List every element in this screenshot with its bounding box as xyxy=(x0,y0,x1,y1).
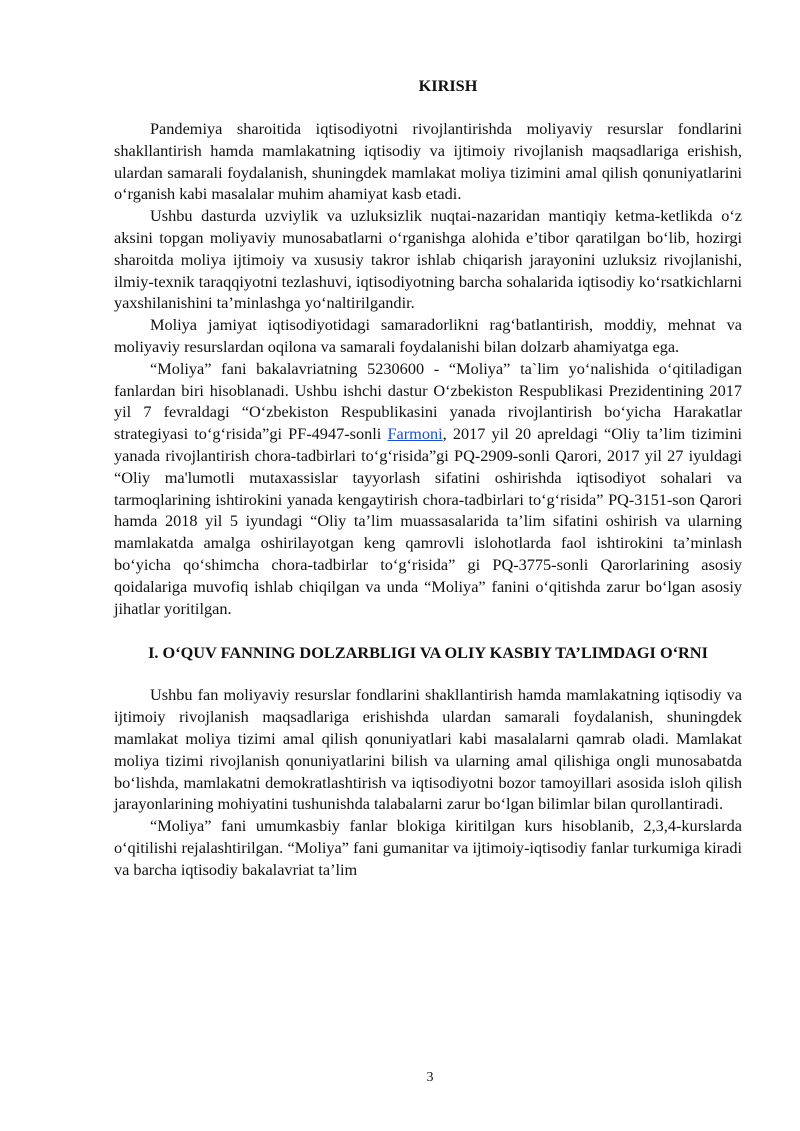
document-body xyxy=(114,74,742,881)
paragraph-legal-basis-text-2: , 2017 yil 20 apreldagi “Oliy ta’lim tizimini yanada rivojlantirish chora-tadbirlari toʻgʻrisida”gi PQ-2909-sonli Qarori, 2017 yil 27 iyuldagi “Oliy ma'lumotli mutaxassislar tayyorlash sifatini oshirishda iqtisodiyot sohalari va tarmoqlarining ishtirokini yanada kengaytirish chora-tadbirlari toʻgʻrisida” PQ-3151-son Qarori hamda 2018 yil 5 iyundagi “Oliy ta’lim muassasalarida ta’lim sifatini oshirish va ularning mamlakatda amalga oshirilayotgan keng qamrovli islohotlarda faol ishtirokini ta’minlash boʻyicha qoʻshimcha chora-tadbirlar toʻgʻrisida” gi PQ-3775-sonli Qarorlarining asosiy qoidalariga muvofiq ishlab chiqilgan va unda “Moliya” fanini oʻqitishda zarur boʻlgan asosiy jihatlar yoritilgan. xyxy=(114,424,742,618)
section-heading: I. OʻQUV FANNING DOLZARBLIGI VA OLIY KASBIY TA’LIMDAGI OʻRNI xyxy=(148,643,708,663)
farmoni-link[interactable]: Farmoni xyxy=(387,424,443,444)
paragraph-program: Ushbu dasturda uzviylik va uzluksizlik nuqtai-nazaridan mantiqiy ketma-ketlikda oʻz aksini topgan moliyaviy munosabatlarni oʻrganishga alohida e’tibor qaratilgan boʻlib, hozirgi sharoitda moliya ijtimoiy va xususiy takror ishlab chiqarish jarayonini uzluksiz rivojlanishi, ilmiy-texnik taraqqiyotni tezlashuvi, iqtisodiyotning barcha sohalarida iqtisodiy koʻrsatkichlarni yaxshilanishini ta’minlashga yoʻnaltirilgandir. xyxy=(114,206,742,313)
paragraph-finance: Moliya jamiyat iqtisodiyotidagi samaradorlikni ragʻbatlantirish, moddiy, mehnat va moliyaviy resurslardan oqilona va samarali foydalanishi bilan dolzarb ahamiyatga ega. xyxy=(114,315,742,356)
paragraph-course-block: “Moliya” fani umumkasbiy fanlar blokiga kiritilgan kurs hisoblanib, 2,3,4-kurslarda oʻqitilishi rejalashtirilgan. “Moliya” fani gumanitar va ijtimoiy-iqtisodiy fanlar turkumiga kiradi va barcha iqtisodiy bakalavriat ta’lim xyxy=(114,816,742,879)
page-number: 3 xyxy=(426,1070,434,1085)
paragraph-course-scope: Ushbu fan moliyaviy resurslar fondlarini shakllantirish hamda mamlakatning iqtisodiy va ijtimoiy rivojlanish maqsadlariga erishishda ulardan samarali foydalanish, shuningdek mamlakat moliya tizimi amal qilish qonuniyatlari kabi masalalarni qamrab oladi. Mamlakat moliya tizimi rivojlanish qonuniyatlarini bilish va ularning amal qilishiga ongli munosabatda boʻlishda, mamlakatni demokratlashtirish va iqtisodiyotni bozor tamoyillari asosida isloh qilish jarayonlarining mohiyatini tushunishda talabalarni zarur boʻlgan bilimlar bilan qurollantiradi. xyxy=(114,685,742,814)
paragraph-legal-basis xyxy=(114,358,742,620)
paragraph-intro: Pandemiya sharoitida iqtisodiyotni rivojlantirishda moliyaviy resurslar fondlarini shakllantirish hamda mamlakatning iqtisodiy va ijtimoiy rivojlanish maqsadlariga erishish, ulardan samarali foydalanish, shuningdek mamlakat moliya tizimini amal qilish qonuniyatlarini oʻrganish kabi masalalar muhim ahamiyat kasb etadi. xyxy=(114,119,742,204)
paragraph-legal-basis-text-1: “Moliya” fani bakalavriatning 5230600 - “Moliya” ta`lim yoʻnalishida oʻqitiladigan fanlardan biri hisoblanadi. Ushbu ishchi dastur Oʻzbekiston Respublikasi Prezidentining 2017 yil 7 fevraldagi “Oʻzbekiston Respublikasini yanada rivojlantirish boʻyicha Harakatlar strategiyasi toʻgʻrisida”gi PF-4947-sonli xyxy=(114,358,742,444)
heading-kirish: KIRISH xyxy=(418,76,478,95)
